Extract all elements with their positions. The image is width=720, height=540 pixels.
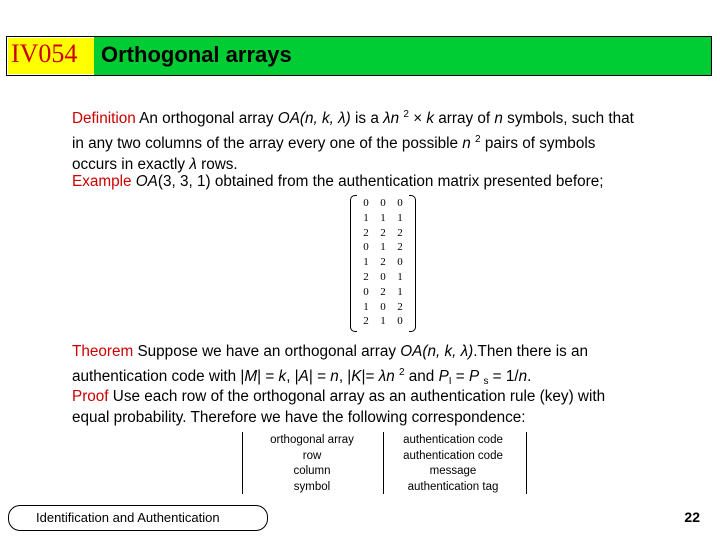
proof-line-1: Proof Use each row of the orthogonal array as an authentication rule (key) with: [72, 388, 606, 405]
correspondence-left-cell: orthogonal array: [270, 434, 354, 446]
matrix-cell: 2: [363, 315, 369, 328]
matrix-cell: 0: [397, 256, 403, 269]
matrix-cell: 1: [380, 241, 386, 254]
orthogonal-array-matrix: [350, 195, 416, 332]
matrix-row: [358, 301, 408, 316]
matrix-row: [358, 271, 408, 286]
proof-paragraph: [72, 386, 605, 428]
slide-title: Orthogonal arrays: [101, 42, 292, 67]
matrix-cell: 1: [363, 300, 369, 313]
table-divider-middle: [383, 432, 384, 494]
correspondence-left-cell: row: [302, 449, 322, 462]
theorem-line-1: Theorem Suppose we have an orthogonal array OA(n, k, λ).Then there is an: [72, 343, 589, 360]
definition-line-3: occurs in exactly λ rows.: [72, 156, 238, 173]
matrix-cell: 2: [380, 285, 386, 298]
proof-label: Proof: [72, 388, 109, 405]
course-code: IV054: [11, 39, 78, 68]
theorem-label: Theorem: [72, 343, 134, 360]
example-paragraph: Example OA(3, 3, 1) obtained from the authentication matrix presented before;: [72, 173, 604, 190]
matrix-cell: 0: [363, 197, 369, 209]
theorem-paragraph: [72, 341, 588, 392]
matrix-cell: 1: [397, 285, 403, 298]
example-label: Example: [72, 173, 132, 190]
proof-line-2: equal probability. Therefore we have the following correspondence:: [72, 409, 526, 426]
matrix-row: [358, 315, 408, 330]
matrix-cell: 2: [397, 241, 403, 254]
matrix-cell: 0: [380, 271, 386, 283]
matrix-cell: 2: [397, 226, 403, 239]
definition-line-2: in any two columns of the array every one of the possible n $^2$ pairs of symbols: [72, 134, 596, 152]
definition-paragraph: [72, 104, 634, 175]
matrix-cell: 2: [380, 226, 386, 239]
matrix-cell: 0: [363, 241, 369, 254]
matrix-cell: 0: [397, 197, 403, 209]
correspondence-left-cell: column: [293, 465, 331, 477]
matrix-row: [358, 286, 408, 301]
matrix-row: [358, 227, 408, 242]
matrix-cell: 1: [380, 315, 386, 328]
matrix-cell: 1: [380, 211, 386, 224]
matrix-row: [358, 241, 408, 256]
correspondence-table: [242, 432, 527, 494]
matrix-cell: 0: [397, 315, 403, 328]
matrix-row: [358, 212, 408, 227]
table-divider-left: [242, 432, 243, 494]
matrix-right-bracket: [409, 195, 416, 332]
theorem-line-2: authentication code with |M| = k, |A| = n, |K|= λn $^2$ and $P_I = P$ $_s$ = 1/n.: [72, 367, 532, 387]
correspondence-left-cell: symbol: [293, 480, 331, 493]
matrix-left-bracket: [350, 195, 357, 332]
matrix-cell: 0: [380, 197, 386, 209]
matrix-cell: 1: [363, 256, 369, 269]
matrix-cell: 2: [363, 226, 369, 239]
matrix-row: [358, 256, 408, 271]
matrix-cell: 1: [397, 211, 403, 224]
correspondence-right-cell: authentication code: [403, 434, 503, 446]
matrix-cell: 2: [380, 256, 386, 269]
definition-line-1: Definition An orthogonal array OA(n, k, λ) is a λn $^2$ × k array of n symbols, such that: [72, 109, 634, 127]
table-divider-right: [526, 432, 527, 494]
matrix-cell: 0: [380, 300, 386, 313]
matrix-cell: 1: [363, 211, 369, 224]
matrix-cell: 0: [363, 285, 369, 298]
definition-label: Definition: [72, 110, 136, 127]
matrix-cell: 2: [363, 271, 369, 283]
matrix-cell: 2: [397, 300, 403, 313]
matrix-cell: 1: [397, 271, 403, 283]
page-number: 22: [684, 509, 700, 525]
correspondence-right-cell: authentication code: [403, 449, 503, 462]
matrix-row: [358, 197, 408, 212]
footer-title: Identification and Authentication: [36, 510, 220, 525]
correspondence-right-cell: authentication tag: [407, 480, 499, 493]
correspondence-right-cell: message: [429, 465, 477, 477]
